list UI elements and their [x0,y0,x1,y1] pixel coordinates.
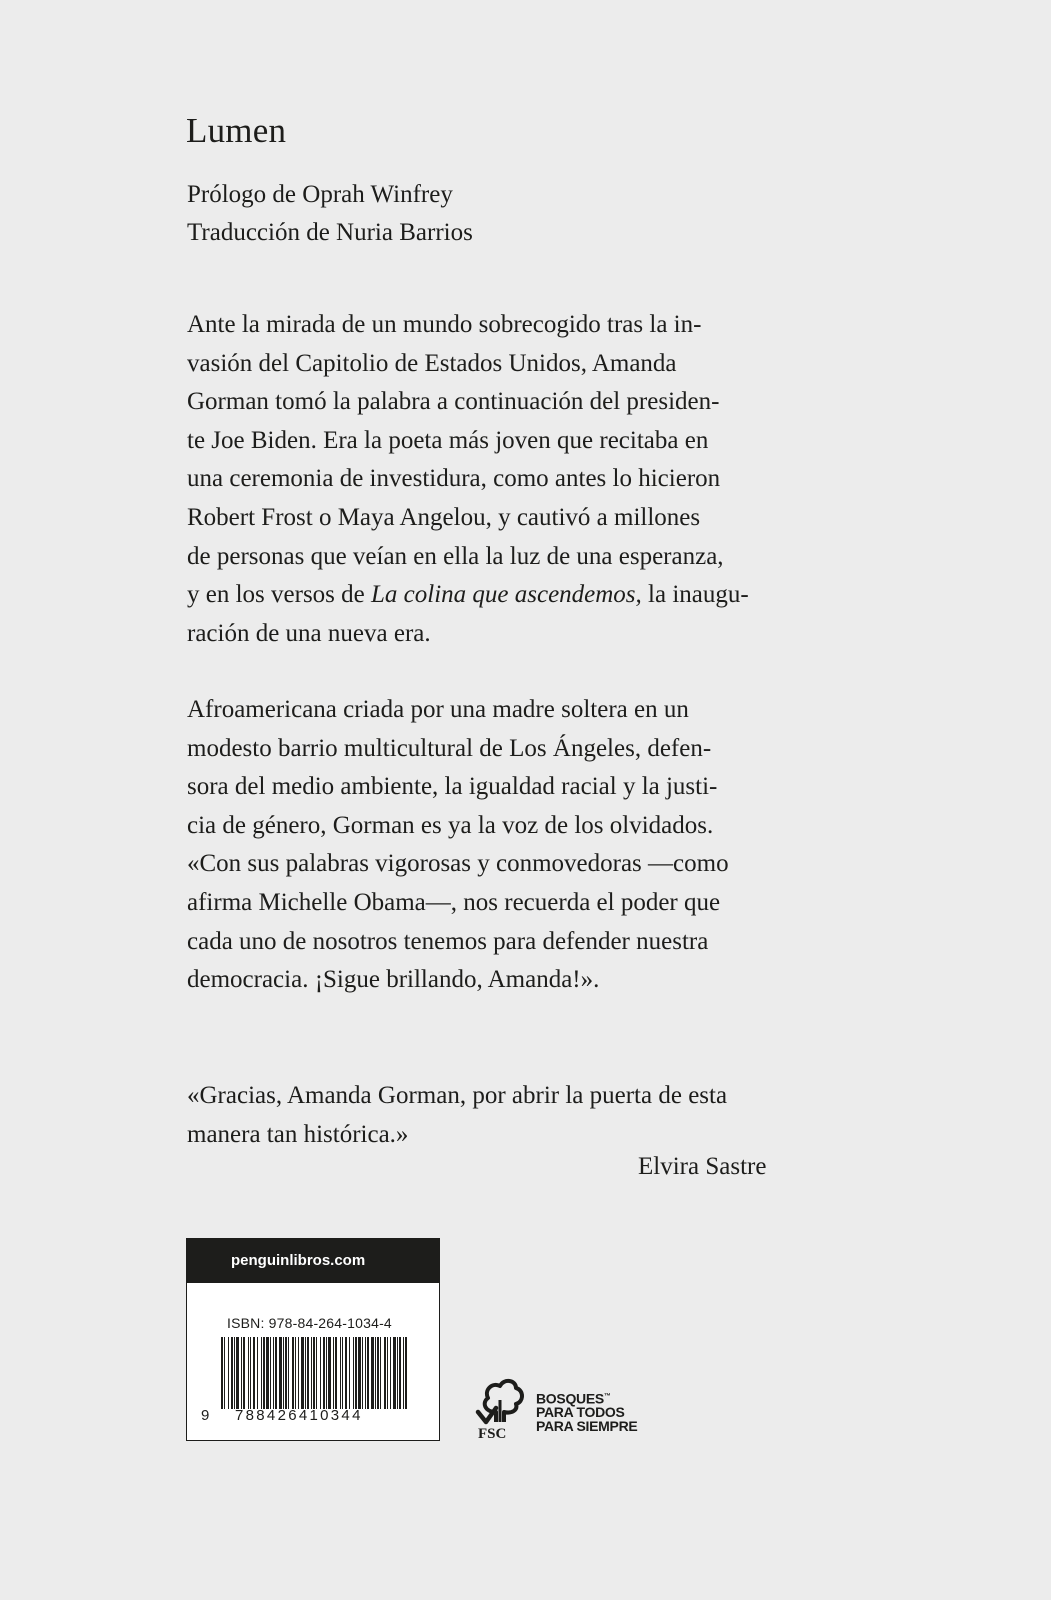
barcode-bar [307,1337,309,1409]
barcode-bar [285,1337,287,1409]
barcode-bar [221,1337,223,1409]
credits [187,176,473,252]
barcode-bar [377,1337,379,1409]
barcode-bar [349,1337,350,1409]
barcode-bar [355,1337,357,1409]
barcode-bar [243,1337,245,1409]
barcode-bar [353,1337,354,1409]
barcode-bar [380,1337,381,1409]
barcode-bar [393,1337,396,1409]
slogan-line: PARA TODOS [536,1404,625,1421]
fsc-tree-icon [470,1376,528,1428]
blurb-author: Elvira Sastre [638,1153,767,1180]
fsc-slogan [536,1390,637,1433]
barcode-bar [288,1337,289,1409]
barcode-panel [186,1238,440,1441]
text-line: manera tan histórica.» [187,1120,409,1148]
barcode-bar [313,1337,315,1409]
barcode-bar [295,1337,296,1409]
barcode-bar [323,1337,325,1409]
barcode-bar [263,1337,265,1409]
text-line: modesto barrio multicultural de Los Ángeles, defen- [187,734,712,762]
barcode-bar [266,1337,269,1409]
barcode-bar [311,1337,312,1409]
barcode-bar [345,1337,347,1409]
barcode-bars [221,1337,407,1409]
barcode-bar [241,1337,242,1409]
text-line: cia de género, Gorman es ya la voz de los olvidados. [187,811,714,839]
barcode-bar [279,1337,282,1409]
barcode-bar [333,1337,334,1409]
barcode-bar [326,1337,327,1409]
text-fragment: la inaugu- [641,581,749,609]
text-line: Afroamericana criada por una madre soltera en un [187,696,689,723]
barcode-bar [257,1337,258,1409]
barcode-bar [397,1337,398,1409]
barcode-bar [316,1337,317,1409]
barcode-bar [228,1337,229,1409]
barcode-digit-first: 9 [201,1407,210,1424]
barcode-bar [250,1337,251,1409]
slogan-line: PARA SIEMPRE [536,1417,638,1434]
synopsis-paragraph-1 [187,306,749,653]
text-line: sora del medio ambiente, la igualdad racial y la justi- [187,773,718,801]
isbn-label: ISBN: 978-84-264-1034-4 [227,1315,392,1331]
text-line: una ceremonia de investidura, como antes lo hicieron [187,465,721,493]
text-line: Robert Frost o Maya Angelou, y cautivó a millones [187,503,701,531]
text-line: vasión del Capitolio de Estados Unidos, Amanda [187,349,677,377]
fsc-label: FSC [478,1426,507,1442]
barcode-bar [384,1337,386,1409]
translation-credit: Traducción de Nuria Barrios [187,219,473,246]
barcode-bar [320,1337,321,1409]
barcode-bar [224,1337,225,1409]
prologue-credit: Prólogo de Oprah Winfrey [187,181,453,208]
barcode-bar [335,1337,337,1409]
barcode-bar [405,1337,407,1409]
text-line: democracia. ¡Sigue brillando, Amanda!». [187,966,600,994]
barcode-bar [301,1337,304,1409]
barcode-bar [283,1337,284,1409]
barcode-bar [248,1337,249,1409]
barcode-bar [231,1337,233,1409]
barcode-bar [234,1337,235,1409]
barcode-bar [253,1337,255,1409]
trademark-symbol: ™ [603,1393,611,1400]
text-line: te Joe Biden. Era la poeta más joven que recitaba en [187,426,709,454]
barcode-bar [399,1337,401,1409]
barcode-bar [358,1337,361,1409]
barcode-bar [387,1337,388,1409]
fsc-logo [470,1376,660,1446]
barcode-bar [273,1337,274,1409]
barcode-bar [342,1337,343,1409]
text-line [187,576,749,615]
barcode-bar [367,1337,369,1409]
publisher-website: penguinlibros.com [187,1239,439,1283]
publisher-imprint: Lumen [186,111,287,150]
text-line: cada uno de nosotros tenemos para defender nuestra [187,927,709,955]
text-line: afirma Michelle Obama—, nos recuerda el poder que [187,888,721,916]
barcode-bar [298,1337,299,1409]
text-line: «Con sus palabras vigorosas y conmovedoras —como [187,850,729,878]
barcode-bar [365,1337,366,1409]
book-title: La colina que ascendemos, [371,581,642,609]
text-fragment: y en los versos de [187,581,371,609]
barcode-bar [261,1337,262,1409]
barcode-bar [305,1337,306,1409]
text-line: ración de una nueva era. [187,619,431,647]
blurb-quote [187,1077,727,1154]
barcode-bar [236,1337,239,1409]
text-line: Gorman tomó la palabra a continuación del presiden- [187,388,720,416]
text-line: «Gracias, Amanda Gorman, por abrir la puerta de esta [187,1082,728,1109]
text-line: de personas que veían en ella la luz de una esperanza, [187,542,724,570]
text-line: Ante la mirada de un mundo sobrecogido tras la in- [187,311,702,338]
slogan-line: BOSQUES [536,1390,604,1407]
barcode-bar [340,1337,341,1409]
barcode-bar [375,1337,376,1409]
barcode-digits: 788426410344 [235,1407,363,1424]
barcode-bar [362,1337,363,1409]
barcode-bar [328,1337,331,1409]
barcode-bar [390,1337,391,1409]
barcode-bar [275,1337,277,1409]
barcode-bar [292,1337,294,1409]
barcode-bar [371,1337,374,1409]
barcode-bar [270,1337,271,1409]
barcode-bar [403,1337,404,1409]
synopsis-paragraph-2 [187,691,729,1000]
